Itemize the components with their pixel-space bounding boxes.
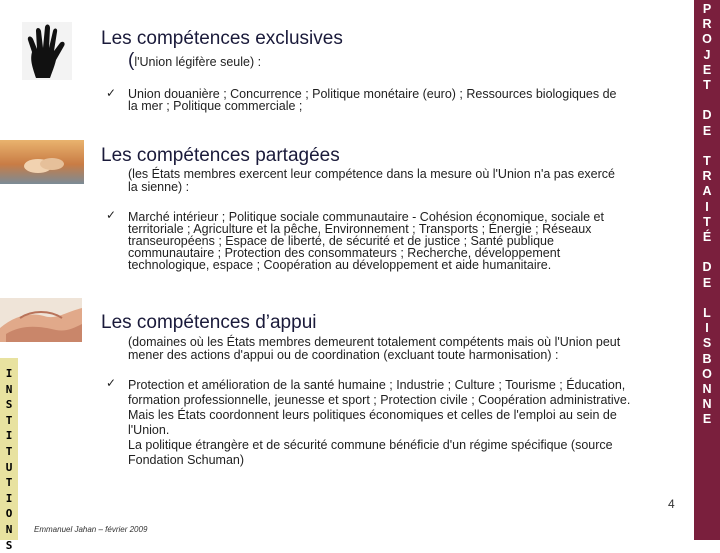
side-label-left-letter: I [5,491,13,505]
text-line: la mer ; Politique commerciale ; [128,99,303,113]
section-title-support: Les compétences d’appui [101,312,317,333]
checkmark-icon: ✓ [106,376,117,390]
checkmark-icon: ✓ [106,208,117,222]
side-label-right-letter: A [702,184,712,199]
side-label-left-letter: S [5,538,13,552]
text-line: La politique étrangère et de sécurité commune bénéficie d'un régime spécifique (source [128,438,613,452]
side-label-right-letter: I [705,199,709,214]
side-label-right-letter: E [702,412,712,427]
side-label-right-letter [694,139,720,154]
side-label-right-letter: D [702,260,712,275]
side-label-right-letter: N [702,397,712,412]
side-label-right-letter: N [702,382,712,397]
section-subtitle-support [128,336,688,362]
text-line: communautaire ; Protection des consommateurs ; Recherche, développement [128,246,561,260]
section-title-exclusive: Les compétences exclusives [101,28,343,49]
bullet-text-support [128,378,693,468]
text-line: mener des actions d'appui ou de coordination (excluant toute harmonisation) : [128,348,559,362]
text-line: technologique, espace ; Coopération au développement et aide humanitaire. [128,258,552,272]
text-line: Mais les États coordonnent leurs politiques économiques et celles de l'emploi au sein de [128,408,617,422]
side-label-right-letter: R [702,17,712,32]
side-label-right-letter: D [702,108,712,123]
text-line: Protection et amélioration de la santé humaine ; Industrie ; Culture ; Tourisme ; Éducation, [128,378,626,392]
side-label-left-letter: O [5,507,13,521]
side-label-left-letter: S [5,398,13,412]
side-label-right-letter: O [702,366,712,381]
side-label-left-letter: N [5,522,13,536]
text-line: Marché intérieur ; Politique sociale communautaire - Cohésion économique, sociale et [128,210,604,224]
side-label-left [0,358,18,552]
side-label-right-letter: R [702,169,712,184]
subtitle-text: l'Union légifère seule) : [134,55,262,69]
side-label-left-letter: T [5,444,13,458]
bullet-text-shared [128,211,688,271]
side-label-left-letter: T [5,476,13,490]
side-label-right-letter [694,245,720,260]
side-label-right-letter: L [703,306,711,321]
hands-image-1 [0,140,84,184]
side-label-right-letter: T [703,78,711,93]
hands-image-2 [0,298,82,342]
text-line: transeuropéens ; Espace de liberté, de sécurité et de justice ; Santé publique [128,234,554,248]
section-subtitle-exclusive [128,50,261,72]
side-label-right-letter: E [702,275,712,290]
side-label-left-letter: I [5,429,13,443]
side-label-right-letter: E [702,62,712,77]
side-label-right-letter: S [702,336,712,351]
side-label-right [694,0,720,540]
side-label-right-letter: E [702,123,712,138]
side-label-right-letter: O [702,32,712,47]
side-label-left-letter: N [5,382,13,396]
text-line: (les États membres exercent leur compétence dans la mesure où l'Union n'a pas exercé [128,167,615,181]
side-label-right-letter: É [702,230,712,245]
footer-author: Emmanuel Jahan – février 2009 [34,525,148,534]
subtitle-paren: ( [128,50,135,71]
section-title-shared: Les compétences partagées [101,145,340,166]
side-label-right-letter: P [702,2,712,16]
side-label-right-letter: J [703,47,711,62]
text-line: (domaines où les États membres demeurent totalement compétents mais où l'Union peut [128,335,621,349]
side-label-left-letter: U [5,460,13,474]
text-line: Union douanière ; Concurrence ; Politique monétaire (euro) ; Ressources biologiques de [128,87,617,101]
text-line: la sienne) : [128,180,190,194]
side-label-right-letter [694,291,720,306]
hand-print-image [22,22,72,80]
side-label-right-letter: T [703,214,711,229]
text-line: Fondation Schuman) [128,453,245,467]
side-label-right-letter: I [705,321,709,336]
side-label-left-letter: T [5,413,13,427]
section-subtitle-shared [128,168,688,194]
text-line: territoriale ; Agriculture et la pêche, Environnement ; Transports ; Énergie ; Réseaux [128,222,592,236]
side-label-right-letter [694,93,720,108]
side-label-left-letter: I [5,367,13,380]
page-number: 4 [668,497,675,511]
bullet-text-exclusive [128,88,688,112]
side-label-right-letter: T [703,154,711,169]
side-label-right-letter: B [702,351,712,366]
text-line: formation professionnelle, jeunesse et sport ; Protection civile ; Coopération administrative. [128,393,631,407]
side-label-left-text [0,366,18,553]
checkmark-icon: ✓ [106,86,117,100]
side-label-right-text [694,2,720,428]
text-line: l'Union. [128,423,170,437]
